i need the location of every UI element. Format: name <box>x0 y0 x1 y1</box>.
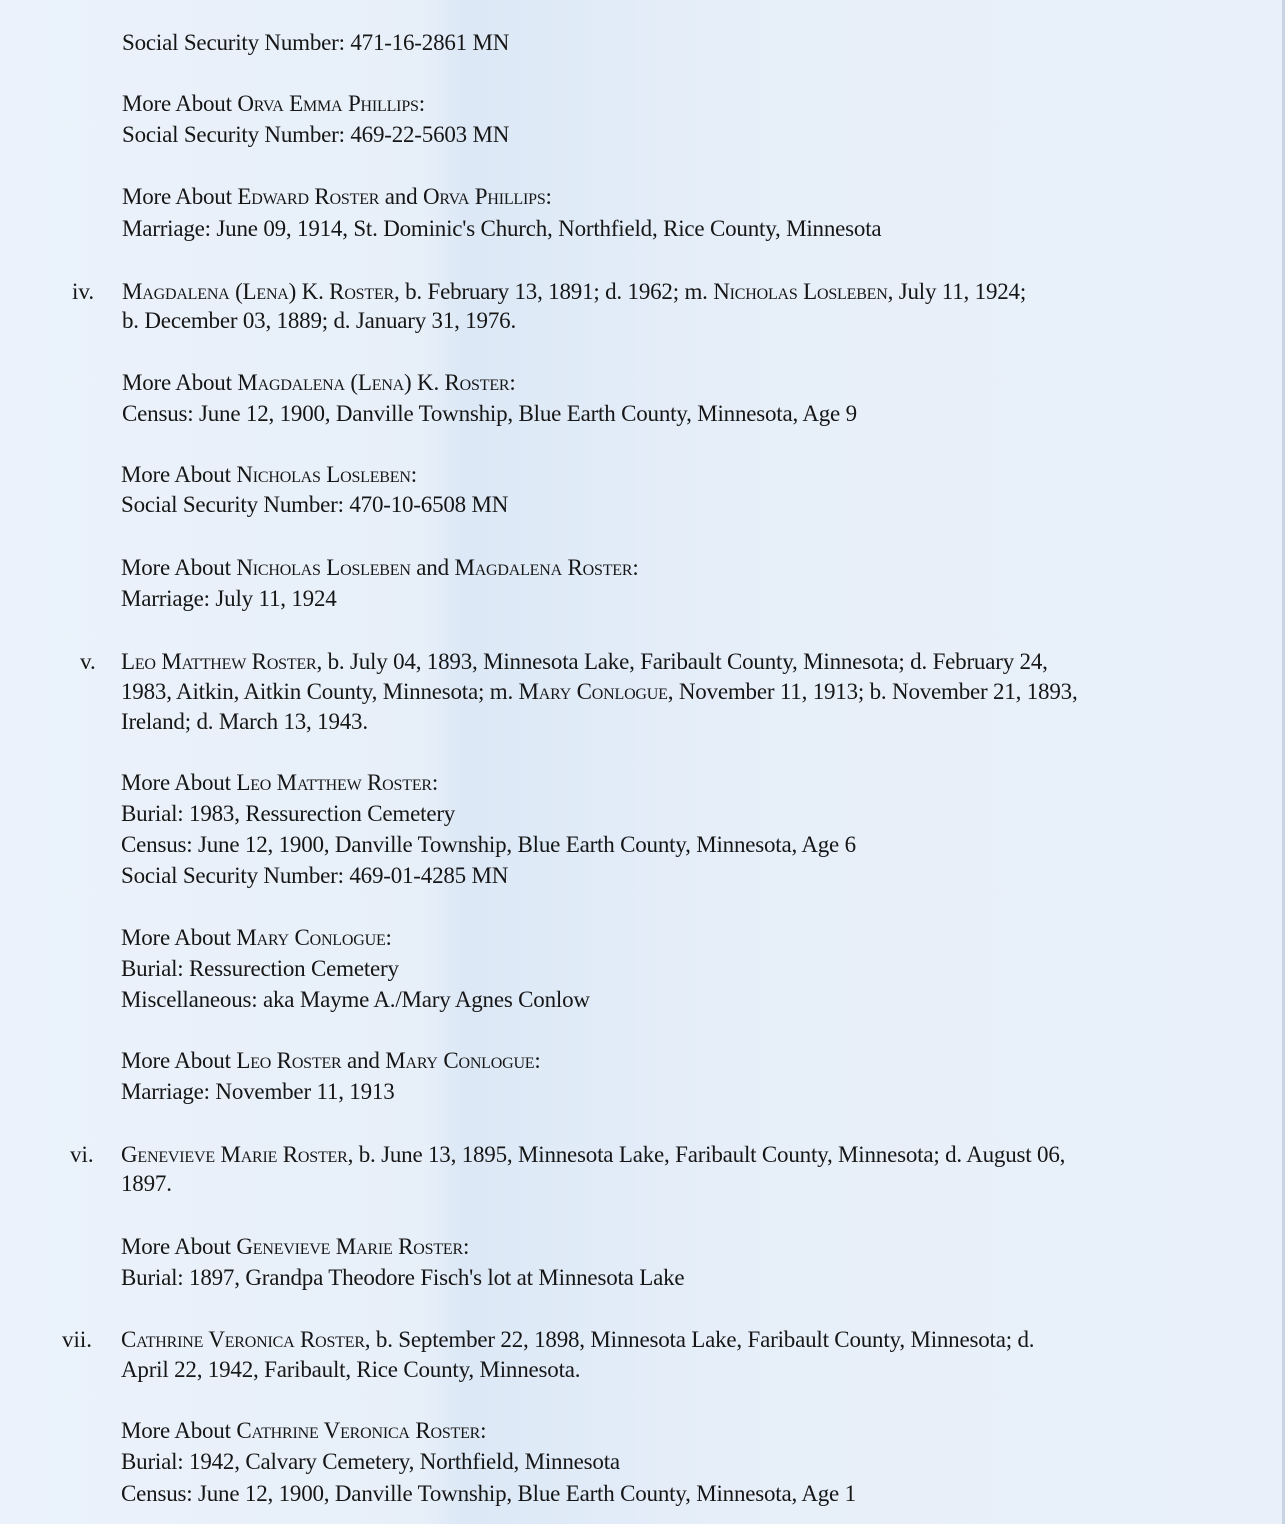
child-entry-line: Leo Matthew Roster, b. July 04, 1893, Minnesota Lake, Faribault County, Minnesota; d. February 24, <box>121 649 1048 674</box>
child-entry-line: Ireland; d. March 13, 1943. <box>121 709 368 734</box>
fact-line: Marriage: July 11, 1924 <box>121 586 337 611</box>
more-about-heading: More About Nicholas Losleben and Magdalena Roster: <box>121 555 639 580</box>
more-about-heading: More About Magdalena (Lena) K. Roster: <box>122 370 516 395</box>
child-entry-line: 1983, Aitkin, Aitkin County, Minnesota; m. Mary Conlogue, November 11, 1913; b. November 21, 1893, <box>121 679 1078 704</box>
more-about-heading: More About Mary Conlogue: <box>121 925 392 950</box>
fact-line: Social Security Number: 469-22-5603 MN <box>122 122 510 147</box>
fact-line: Social Security Number: 470-10-6508 MN <box>121 492 509 517</box>
child-entry-line: April 22, 1942, Faribault, Rice County, Minnesota. <box>121 1357 581 1382</box>
fact-line: Burial: Ressurection Cemetery <box>121 956 399 981</box>
fact-line: Census: June 12, 1900, Danville Township, Blue Earth County, Minnesota, Age 9 <box>122 401 857 426</box>
more-about-heading: More About Leo Matthew Roster: <box>121 770 439 795</box>
more-about-heading: More About Leo Roster and Mary Conlogue: <box>121 1048 541 1073</box>
child-numeral-vii: vii. <box>62 1327 93 1352</box>
child-entry-line: 1897. <box>121 1171 172 1196</box>
fact-line: Miscellaneous: aka Mayme A./Mary Agnes Conlow <box>121 987 590 1012</box>
fact-line: Census: June 12, 1900, Danville Township, Blue Earth County, Minnesota, Age 1 <box>121 1481 856 1506</box>
child-numeral-iv: iv. <box>72 279 95 304</box>
child-entry-line: Cathrine Veronica Roster, b. September 22, 1898, Minnesota Lake, Faribault County, Minnesota; d. <box>121 1327 1035 1352</box>
child-numeral-v: v. <box>80 649 96 674</box>
child-entry-line: b. December 03, 1889; d. January 31, 1976. <box>122 308 517 333</box>
fact-line: Burial: 1897, Grandpa Theodore Fisch's lot at Minnesota Lake <box>121 1265 685 1290</box>
fact-line: Social Security Number: 469-01-4285 MN <box>121 863 509 888</box>
more-about-heading: More About Orva Emma Phillips: <box>122 91 425 116</box>
fact-line: Burial: 1942, Calvary Cemetery, Northfield, Minnesota <box>121 1449 620 1474</box>
more-about-heading: More About Edward Roster and Orva Phillips: <box>122 184 552 209</box>
child-numeral-vi: vi. <box>70 1142 94 1167</box>
child-entry-line: Magdalena (Lena) K. Roster, b. February 13, 1891; d. 1962; m. Nicholas Losleben, July 11, 1924; <box>122 279 1027 304</box>
fact-line: Social Security Number: 471-16-2861 MN <box>122 30 510 55</box>
more-about-heading: More About Genevieve Marie Roster: <box>121 1234 470 1259</box>
fact-line: Burial: 1983, Ressurection Cemetery <box>121 801 456 826</box>
more-about-heading: More About Cathrine Veronica Roster: <box>121 1418 487 1443</box>
fact-line: Census: June 12, 1900, Danville Township, Blue Earth County, Minnesota, Age 6 <box>121 832 856 857</box>
fact-line: Marriage: November 11, 1913 <box>121 1079 395 1104</box>
more-about-heading: More About Nicholas Losleben: <box>121 462 417 487</box>
child-entry-line: Genevieve Marie Roster, b. June 13, 1895, Minnesota Lake, Faribault County, Minnesota; d. August 06, <box>121 1142 1066 1167</box>
fact-line: Marriage: June 09, 1914, St. Dominic's Church, Northfield, Rice County, Minnesota <box>122 216 882 241</box>
